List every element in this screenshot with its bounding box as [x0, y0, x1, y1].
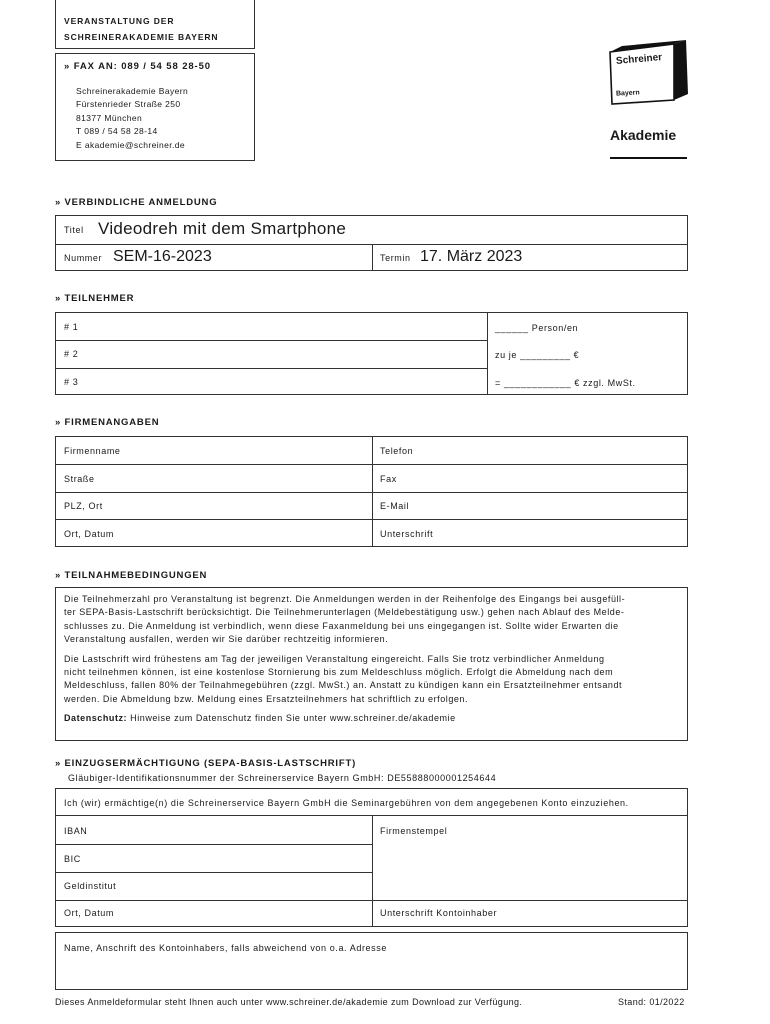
teilnehmer-3[interactable]: # 3 — [64, 377, 79, 387]
col-divider — [372, 244, 373, 270]
row-divider — [56, 872, 372, 873]
teilnehmer-1[interactable]: # 1 — [64, 322, 79, 332]
plz-ort-field[interactable]: PLZ, Ort — [64, 501, 103, 511]
section-heading-sepa: » EINZUGSERMÄCHTIGUNG (SEPA-BASIS-LASTSCHRIFT) — [55, 758, 357, 769]
section-heading-bedingungen: » TEILNAHMEBEDINGUNGEN — [55, 570, 208, 581]
address-email: E akademie@schreiner.de — [76, 139, 186, 150]
nummer-value[interactable]: SEM-16-2023 — [113, 248, 212, 265]
unterschrift-kontoinhaber-field[interactable]: Unterschrift Kontoinhaber — [380, 908, 498, 918]
logo-cube-icon — [608, 38, 690, 108]
section-heading-teilnehmer: » TEILNEHMER — [55, 293, 135, 304]
firma-table — [55, 436, 688, 547]
address-city: 81377 München — [76, 112, 143, 123]
sepa-table — [55, 815, 688, 927]
text-line: schlusses zu. Die Anmeldung ist verbindlich, wenn diese Faxanmeldung bei uns eingegangen ist. Sollte wider Erwarten die — [64, 620, 619, 631]
datenschutz-label: Datenschutz: — [64, 713, 128, 724]
row-divider — [56, 900, 687, 901]
address-street: Fürstenrieder Straße 250 — [76, 99, 181, 110]
termin-value[interactable]: 17. März 2023 — [420, 248, 523, 265]
col-divider — [487, 313, 488, 394]
teilnehmer-2[interactable]: # 2 — [64, 349, 79, 359]
text-line: ter SEPA-Basis-Lastschrift berücksichtigt. Die Teilnehmerunterlagen (Meldebestätigung usw.) gehen nach Ablauf des Melde- — [64, 607, 625, 618]
address-phone: T 089 / 54 58 28-14 — [76, 126, 158, 137]
organizer-line-2: SCHREINERAKADEMIE BAYERN — [64, 32, 219, 42]
row-divider — [56, 368, 487, 369]
firmenname-field[interactable]: Firmenname — [64, 446, 121, 456]
kontoinhaber-box[interactable] — [55, 932, 688, 990]
logo-underline — [610, 157, 687, 159]
strasse-field[interactable]: Straße — [64, 474, 95, 484]
datenschutz-note — [64, 712, 679, 725]
unterschrift-field[interactable]: Unterschrift — [380, 529, 434, 539]
organizer-line-1: VERANSTALTUNG DER — [64, 16, 175, 26]
col-divider — [372, 816, 373, 926]
persons-field[interactable]: ______ Person/en — [495, 323, 579, 333]
text-line: Die Lastschrift wird frühestens am Tag der jeweiligen Veranstaltung eingereicht. Falls Sie trotz verbindlicher Anmeldung — [64, 653, 605, 664]
fax-field[interactable]: Fax — [380, 474, 397, 484]
datenschutz-text: Hinweise zum Datenschutz finden Sie unter www.schreiner.de/akademie — [127, 713, 456, 724]
row-divider — [56, 464, 687, 465]
firmenstempel-field[interactable]: Firmenstempel — [380, 826, 448, 836]
nummer-label: Nummer — [64, 253, 103, 263]
kontoinhaber-label: Name, Anschrift des Kontoinhabers, falls abweichend von o.a. Adresse — [64, 943, 387, 953]
sepa-authorization — [55, 788, 688, 816]
authorization-text: Ich (wir) ermächtige(n) die Schreinerservice Bayern GmbH die Seminargebühren von dem angegebenen Konto einzuziehen. — [64, 798, 629, 808]
logo-text-top: Schreiner — [615, 52, 663, 67]
section-heading-anmeldung: » VERBINDLICHE ANMELDUNG — [55, 197, 218, 208]
termin-label: Termin — [380, 253, 411, 263]
text-line: nicht teilnehmen können, ist eine kostenlose Stornierung bis zum Meldeschluss möglich. Erfolgt die Abmeldung nach dem — [64, 667, 614, 678]
row-divider — [56, 492, 687, 493]
text-line: Veranstaltung ausfallen, werden wir Sie darüber rechtzeitig informieren. — [64, 634, 389, 645]
ort-datum-field[interactable]: Ort, Datum — [64, 529, 115, 539]
bedingungen-paragraph-1 — [64, 593, 679, 647]
fax-box — [55, 53, 255, 161]
schreiner-logo — [608, 38, 690, 108]
address-name: Schreinerakademie Bayern — [76, 86, 189, 96]
iban-field[interactable]: IBAN — [64, 826, 88, 836]
price-each-field[interactable]: zu je _________ € — [495, 350, 580, 360]
logo-subtitle: Akademie — [610, 127, 677, 143]
teilnehmer-table — [55, 312, 688, 395]
footer-stand: Stand: 01/2022 — [618, 997, 685, 1007]
total-field[interactable]: = ____________ € zzgl. MwSt. — [495, 378, 636, 388]
text-line: Die Teilnehmerzahl pro Veranstaltung ist begrenzt. Die Anmeldungen werden in der Reihenfolge des Eingangs bei ausgefüll- — [64, 594, 626, 604]
bedingungen-box — [55, 587, 688, 741]
email-field[interactable]: E-Mail — [380, 501, 410, 511]
bedingungen-paragraph-2 — [64, 653, 679, 707]
geldinstitut-field[interactable]: Geldinstitut — [64, 881, 117, 891]
text-line: Meldeschluss, fallen 80% der Teilnahmegebühren (zzgl. MwSt.) an. Anstatt zu kündigen kann ein Ersatzteilnehmer entsandt — [64, 680, 623, 691]
row-divider — [56, 340, 487, 341]
row-divider — [56, 844, 372, 845]
footer-download-note: Dieses Anmeldeformular steht Ihnen auch unter www.schreiner.de/akademie zum Download zur Verfügung. — [55, 997, 523, 1007]
telefon-field[interactable]: Telefon — [380, 446, 414, 456]
titel-label: Titel — [64, 225, 84, 235]
titel-value[interactable]: Videodreh mit dem Smartphone — [98, 219, 347, 238]
section-heading-firma: » FIRMENANGABEN — [55, 417, 160, 428]
row-divider — [56, 519, 687, 520]
bic-field[interactable]: BIC — [64, 854, 81, 864]
text-line: werden. Die Abmeldung bzw. Meldung eines Ersatzteilnehmers hat schriftlich zu erfolgen. — [64, 693, 469, 704]
fax-number: » FAX AN: 089 / 54 58 28-50 — [64, 61, 211, 72]
sepa-ort-datum-field[interactable]: Ort, Datum — [64, 908, 115, 918]
logo-text-bottom: Bayern — [615, 89, 640, 98]
organizer-box — [55, 0, 255, 49]
address-block — [76, 85, 188, 152]
glaeubiger-id: Gläubiger-Identifikationsnummer der Schreinerservice Bayern GmbH: DE55888000001254644 — [68, 773, 497, 783]
anmeldung-table — [55, 215, 688, 271]
